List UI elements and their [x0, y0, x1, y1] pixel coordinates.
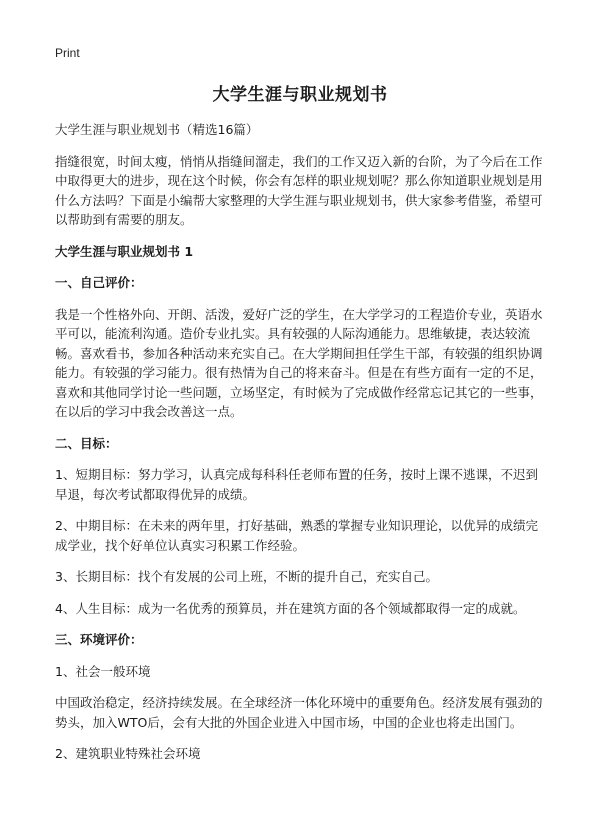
document-subtitle: 大学生涯与职业规划书（精选16篇） — [55, 122, 259, 137]
page-title: 大学生涯与职业规划书 — [212, 85, 388, 105]
goal-long-term: 3、长期目标：找个有发展的公司上班，不断的提升自己，充实自己。 — [55, 569, 438, 584]
goal-mid-term: 2、中期目标：在未来的两年里，打好基础，熟悉的掌握专业知识理论，以优异的成绩完成学业，找个好单位认真实习积累工作经验。 — [55, 518, 538, 553]
self-eval-paragraph: 我是一个性格外向、开朗、活泼，爱好广泛的学生，在大学学习的工程造价专业，英语水平可以，能流利沟通。造价专业扎实。具有较强的人际沟通能力。思维敏捷，表达较流畅。喜欢看书，参加各种活动来充实自己。在大学期间担任学生干部，有较强的组织协调能力。有较强的学习能力。很有热情为自己的将来奋斗。但是在有些方面有一定的不足，喜欢和其他同学讨论一些问题，立场坚定，有时候为了完成做作经常忘记其它的一些事，在以后的学习中我会改善这一点。 — [55, 306, 543, 419]
env-general-heading: 1、社会一般环境 — [55, 663, 151, 679]
self-eval-heading: 一、自己评价： — [55, 275, 143, 290]
goal-short-term: 1、短期目标：努力学习，认真完成每科科任老师布置的任务，按时上课不逃课，不迟到早退，每次考试都取得优异的成绩。 — [55, 467, 538, 502]
document-body — [55, 120, 550, 776]
part-heading: 大学生涯与职业规划书 1 — [55, 243, 194, 259]
env-heading: 三、环境评价： — [55, 632, 143, 647]
print-link[interactable]: Print — [55, 46, 80, 60]
env-special-heading: 2、建筑职业特殊社会环境 — [55, 746, 201, 761]
env-general-paragraph: 中国政治稳定，经济持续发展。在全球经济一体化环境中的重要角色。经济发展有强劲的势头，加入WTO后，会有大批的外国企业进入中国市场，中国的企业也将走出国门。 — [55, 695, 543, 730]
intro-paragraph: 指缝很宽，时间太瘦，悄悄从指缝间溜走，我们的工作又迈入新的台阶，为了今后在工作中取得更大的进步，现在这个时候，你会有怎样的职业规划呢？那么你知道职业规划是用什么方法吗？下面是小编帮大家整理的大学生涯与职业规划书，供大家参考借鉴，希望可以帮助到有需要的朋友。 — [55, 153, 543, 227]
goals-heading: 二、目标： — [55, 435, 118, 451]
goal-life: 4、人生目标：成为一名优秀的预算员，并在建筑方面的各个领域都取得一定的成就。 — [55, 600, 526, 616]
